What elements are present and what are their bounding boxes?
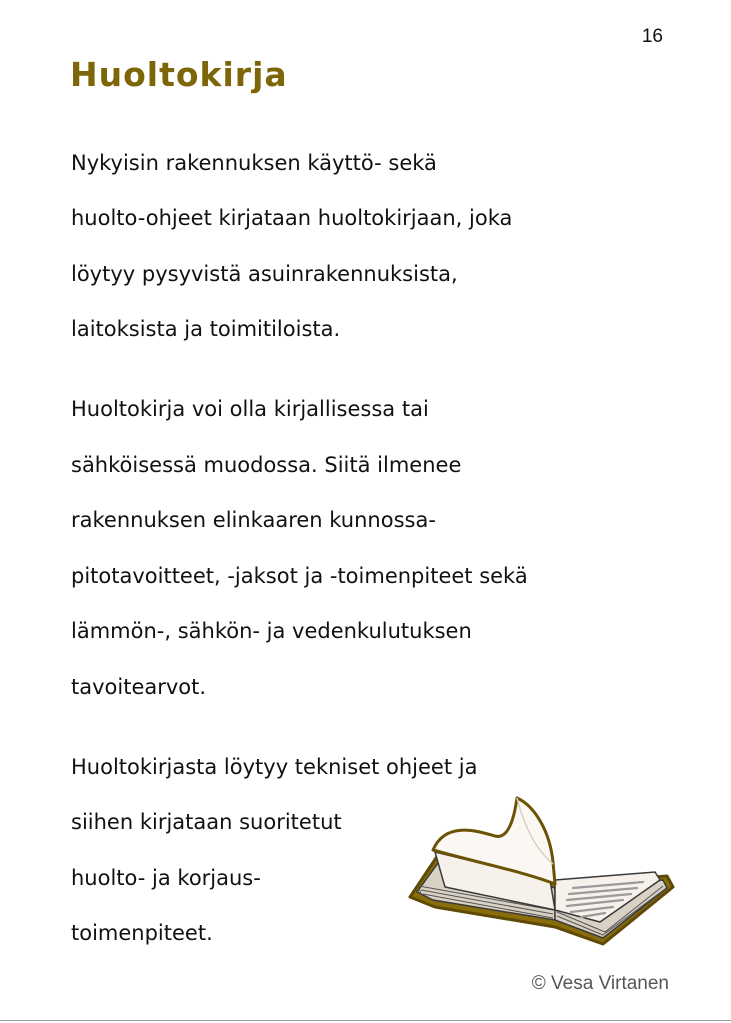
paragraph-line: Huoltokirja voi olla kirjallisessa tai — [71, 397, 429, 421]
paragraph-line: huolto-ohjeet kirjataan huoltokirjaan, joka — [71, 206, 513, 230]
page-number: 16 — [641, 26, 663, 47]
paragraph-line: huolto- ja korjaus- — [71, 866, 261, 890]
paragraph-line: lämmön-, sähkön- ja vedenkulutuksen — [71, 619, 472, 643]
paragraph-line: laitoksista ja toimitiloista. — [71, 317, 341, 341]
open-book-icon — [405, 792, 675, 957]
paragraph-line: Nykyisin rakennuksen käyttö- sekä — [71, 151, 437, 175]
paragraph-line: rakennuksen elinkaaren kunnossa- — [71, 508, 436, 532]
paragraph-line: pitotavoitteet, -jaksot ja -toimenpiteet sekä — [71, 564, 528, 588]
paragraph-line: sähköisessä muodossa. Siitä ilmenee — [71, 453, 462, 477]
paragraph-line: Huoltokirjasta löytyy tekniset ohjeet ja — [71, 755, 478, 779]
copyright-notice: © Vesa Virtanen — [531, 973, 669, 994]
page-title: Huoltokirja — [70, 55, 288, 94]
paragraph-line: toimenpiteet. — [71, 921, 213, 945]
bottom-rule — [0, 1020, 731, 1021]
paragraph-line: siihen kirjataan suoritetut — [71, 810, 342, 834]
paragraph-line: löytyy pysyvistä asuinrakennuksista, — [71, 262, 458, 286]
paragraph-line: tavoitearvot. — [71, 675, 207, 699]
